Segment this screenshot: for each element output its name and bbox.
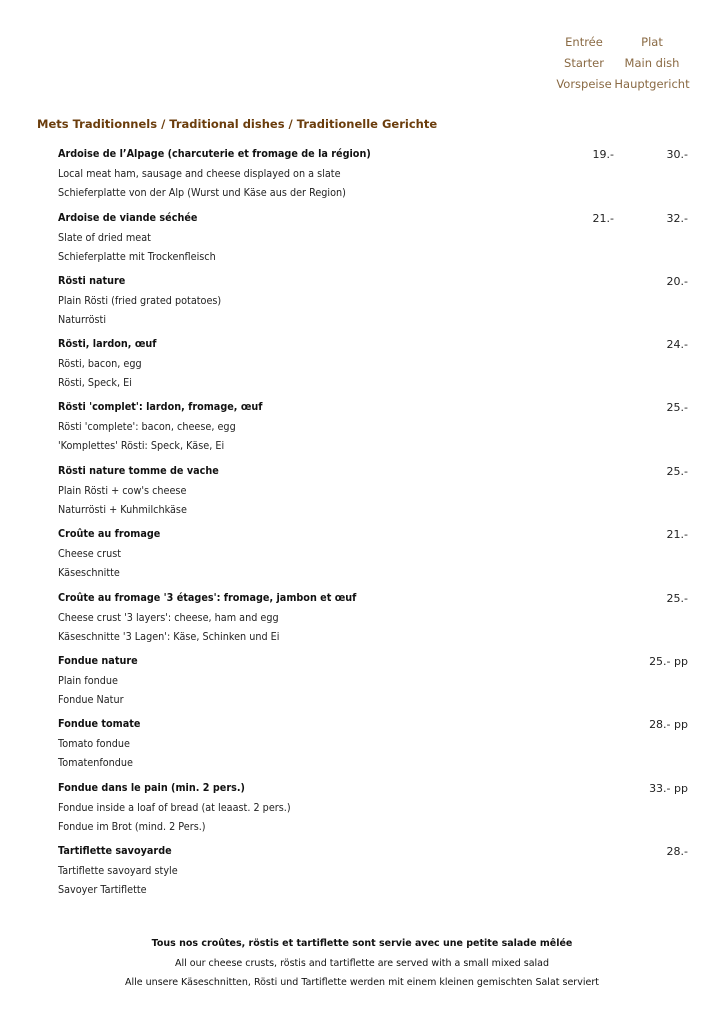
menu-item	[58, 462, 698, 522]
column-header-starter	[552, 32, 616, 95]
dish-name-de: 'Komplettes' Rösti: Speck, Käse, Ei	[58, 440, 225, 452]
price-main: 24.-	[666, 338, 688, 351]
dish-name-de: Käseschnitte	[58, 567, 120, 579]
dish-name-fr: Fondue tomate	[58, 718, 141, 730]
dish-name-fr: Rösti 'complet': lardon, fromage, œuf	[58, 401, 263, 413]
dish-name-en: Fondue inside a loaf of bread (at leaast. 2 pers.)	[58, 801, 291, 814]
footer-note-fr: Tous nos croûtes, röstis et tartiflette sont servie avec une petite salade mêlée	[151, 938, 573, 949]
dish-name-fr: Croûte au fromage '3 étages': fromage, jambon et œuf	[58, 592, 357, 604]
menu-item	[58, 589, 698, 649]
dish-name-fr: Ardoise de l’Alpage (charcuterie et fromage de la région)	[58, 148, 371, 160]
dish-name-fr: Rösti, lardon, œuf	[58, 338, 157, 350]
price-main: 25.-	[666, 401, 688, 414]
menu-item	[58, 272, 698, 332]
dish-name-en: Tomato fondue	[58, 737, 130, 750]
menu-item	[58, 398, 698, 458]
price-starter: 19.-	[592, 148, 614, 161]
main-label-en: Main dish	[624, 56, 680, 70]
dish-name-de: Savoyer Tartiflette	[58, 884, 147, 896]
price-main: 25.-	[666, 592, 688, 605]
menu-item	[58, 715, 698, 775]
dish-name-de: Schieferplatte mit Trockenfleisch	[58, 251, 216, 263]
footer-note	[0, 934, 724, 993]
dish-name-fr: Rösti nature tomme de vache	[58, 465, 219, 477]
dish-name-de: Rösti, Speck, Ei	[58, 377, 132, 389]
menu-item	[58, 209, 698, 269]
dish-name-en: Slate of dried meat	[58, 231, 151, 244]
dish-name-en: Local meat ham, sausage and cheese displayed on a slate	[58, 167, 341, 180]
dish-name-de: Schieferplatte von der Alp (Wurst und Käse aus der Region)	[58, 187, 346, 199]
starter-label-de: Vorspeise	[556, 77, 612, 91]
dish-name-fr: Rösti nature	[58, 275, 126, 287]
dish-name-en: Cheese crust '3 layers': cheese, ham and egg	[58, 611, 279, 624]
price-main: 33.- pp	[649, 782, 688, 795]
dish-name-fr: Tartiflette savoyarde	[58, 845, 172, 857]
price-main: 25.-	[666, 465, 688, 478]
dish-name-fr: Fondue dans le pain (min. 2 pers.)	[58, 782, 245, 794]
price-main: 20.-	[666, 275, 688, 288]
dish-name-de: Naturrösti	[58, 314, 107, 326]
footer-note-en: All our cheese crusts, röstis and tartiflette are served with a small mixed salad	[174, 957, 550, 969]
menu-item	[58, 842, 698, 902]
price-main: 30.-	[666, 148, 688, 161]
section-title: Mets Traditionnels / Traditional dishes / Traditionelle Gerichte	[37, 117, 438, 131]
dish-name-de: Naturrösti + Kuhmilchkäse	[58, 504, 187, 516]
dish-name-en: Plain Rösti (fried grated potatoes)	[58, 294, 222, 307]
starter-label-en: Starter	[564, 56, 604, 70]
price-main: 25.- pp	[649, 655, 688, 668]
dish-name-en: Tartiflette savoyard style	[58, 864, 178, 877]
dish-name-de: Käseschnitte '3 Lagen': Käse, Schinken und Ei	[58, 631, 280, 643]
price-main: 21.-	[666, 528, 688, 541]
price-main: 28.- pp	[649, 718, 688, 731]
price-starter: 21.-	[592, 212, 614, 225]
main-label-de: Hauptgericht	[614, 77, 690, 91]
dish-name-de: Fondue Natur	[58, 694, 124, 706]
dish-name-fr: Fondue nature	[58, 655, 138, 667]
main-label-fr: Plat	[641, 35, 663, 49]
dish-name-en: Cheese crust	[58, 547, 122, 560]
dish-name-fr: Ardoise de viande séchée	[58, 212, 198, 224]
price-main: 32.-	[666, 212, 688, 225]
dish-name-fr: Croûte au fromage	[58, 528, 161, 540]
menu-item	[58, 145, 698, 205]
footer-note-de: Alle unsere Käseschnitten, Rösti und Tartiflette werden mit einem kleinen gemischten Salat serviert	[125, 977, 599, 988]
dish-name-en: Plain Rösti + cow's cheese	[58, 484, 187, 497]
price-main: 28.-	[666, 845, 688, 858]
dish-name-en: Rösti 'complete': bacon, cheese, egg	[58, 420, 236, 433]
dish-name-en: Plain fondue	[58, 674, 118, 687]
dish-name-en: Rösti, bacon, egg	[58, 357, 142, 370]
menu-item	[58, 335, 698, 395]
column-header-main	[614, 32, 690, 95]
dish-name-de: Tomatenfondue	[58, 757, 133, 769]
menu-item	[58, 779, 698, 839]
dish-name-de: Fondue im Brot (mind. 2 Pers.)	[58, 821, 206, 833]
menu-item	[58, 525, 698, 585]
menu-item	[58, 652, 698, 712]
starter-label-fr: Entrée	[565, 35, 603, 49]
